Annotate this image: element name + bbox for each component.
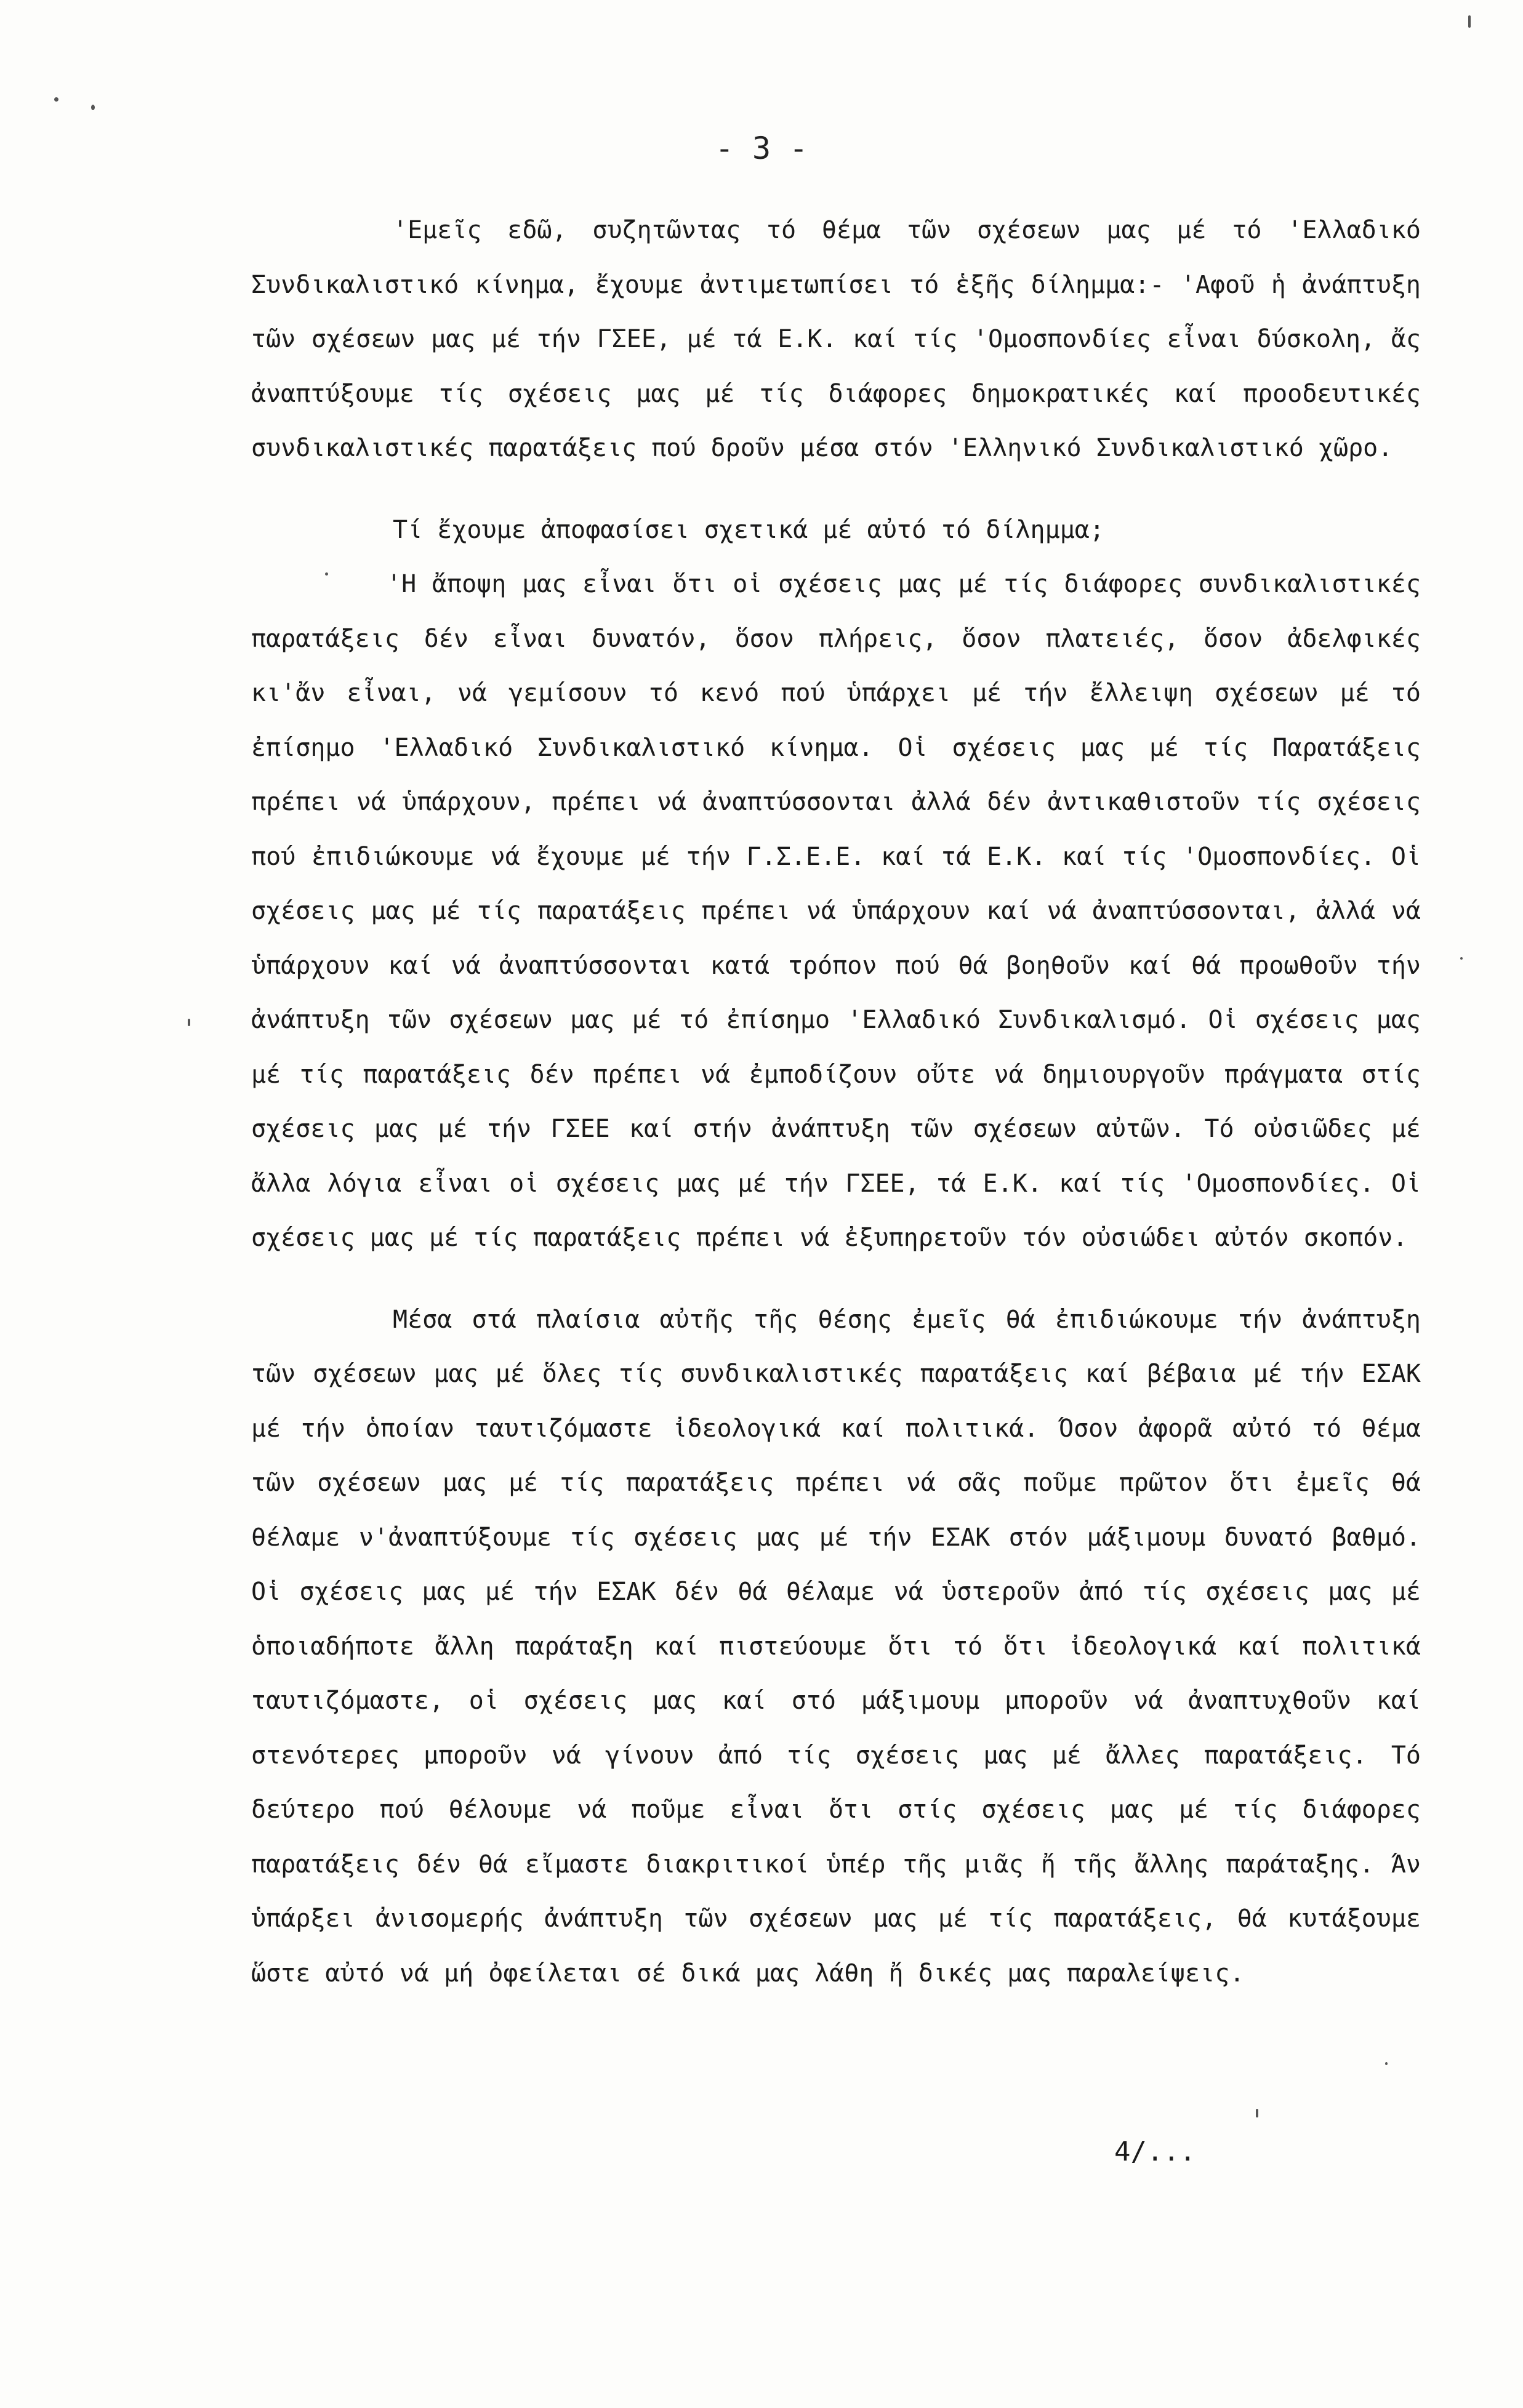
scan-speck xyxy=(188,1019,190,1026)
scan-speck xyxy=(1256,2109,1258,2117)
scan-speck xyxy=(325,572,328,576)
paragraph-3: 'Η ἄποψη μας εἶναι ὅτι οἱ σχέσεις μας μέ τίς διάφορες συνδικαλιστικές παρατάξεις δέν εἶναι δυνατόν, ὅσον πλήρεις, ὅσον πλατειές, ὅσον ἀδελφικές κι'ἄν εἶναι, νά γεμίσουν τό κενό πού ὑπάρχει μέ τήν ἔλλειψη σχέσεων μέ τό ἐπίσημο 'Ελλαδικό Συνδικαλιστικό κίνημα. Οἱ σχέσεις μας μέ τίς Παρατάξεις πρέπει νά ὑπάρχουν, πρέπει νά ἀναπτύσσονται ἀλλά δέν ἀντικαθιστοῦν τίς σχέσεις πού ἐπιδιώκουμε νά ἔχουμε μέ τήν Γ.Σ.Ε.Ε. καί τά Ε.Κ. καί τίς 'Ομοσπονδίες. Οἱ σχέσεις μας μέ τίς παρατάξεις πρέπει νά ὑπάρχουν καί νά ἀναπτύσσονται, ἀλλά νά ὑπάρχουν καί νά ἀναπτύσσονται κατά τρόπον πού θά βοηθοῦν καί θά προωθοῦν τήν ἀνάπτυξη τῶν σχέσεων μας μέ τό ἐπίσημο 'Ελλαδικό Συνδικαλισμό. Οἱ σχέσεις μας μέ τίς παρατάξεις δέν πρέπει νά ἐμποδίζουν οὔτε νά δημιουργοῦν πράγματα στίς σχέσεις μας μέ τήν ΓΣΕΕ καί στήν ἀνάπτυξη τῶν σχέσεων αὐτῶν. Τό οὐσιῶδες μέ ἄλλα λόγια εἶναι οἱ σχέσεις μας μέ τήν ΓΣΕΕ, τά Ε.Κ. καί τίς 'Ομοσπονδίες. Οἱ σχέσεις μας μέ τίς παρατάξεις πρέπει νά ἐξυπηρετοῦν τόν οὐσιώδει αὐτόν σκοπόν. xyxy=(251,570,1421,1252)
paragraph-2: Τί ἔχουμε ἀποφασίσει σχετικά μέ αὐτό τό δίλημμα; xyxy=(393,515,1104,544)
scan-speck xyxy=(91,105,95,110)
scan-speck xyxy=(1468,15,1471,28)
paragraph-4: Μέσα στά πλαίσια αὐτῆς τῆς θέσης ἐμεῖς θά ἐπιδιώκουμε τήν ἀνάπτυξη τῶν σχέσεων μας μέ ὅλες τίς συνδικαλιστικές παρατάξεις καί βέβαια μέ τήν ΕΣΑΚ μέ τήν ὁποίαν ταυτιζόμαστε ἰδεολογικά καί πολιτικά. Όσον ἀφορᾶ αὐτό τό θέμα τῶν σχέσεων μας μέ τίς παρατάξεις πρέπει νά σᾶς ποῦμε πρῶτον ὅτι ἐμεῖς θά θέλαμε ν'ἀναπτύξουμε τίς σχέσεις μας μέ τήν ΕΣΑΚ στόν μάξιμουμ δυνατό βαθμό. Οἱ σχέσεις μας μέ τήν ΕΣΑΚ δέν θά θέλαμε νά ὑστεροῦν ἀπό τίς σχέσεις μας μέ ὁποιαδήποτε ἄλλη παράταξη καί πιστεύουμε ὅτι τό ὅτι ἰδεολογικά καί πολιτικά ταυτιζόμαστε, οἱ σχέσεις μας καί στό μάξιμουμ μποροῦν νά ἀναπτυχθοῦν καί στενότερες μποροῦν νά γίνουν ἀπό τίς σχέσεις μας μέ ἄλλες παρατάξεις. Τό δεύτερο πού θέλουμε νά ποῦμε εἶναι ὅτι στίς σχέσεις μας μέ τίς διάφορες παρατάξεις δέν θά εἴμαστε διακριτικοί ὑπέρ τῆς μιᾶς ἤ τῆς ἄλλης παράταξης. Άν ὑπάρξει ἀνισομερής ἀνάπτυξη τῶν σχέσεων μας μέ τίς παρατάξεις, θά κυτάξουμε ὥστε αὐτό νά μή ὀφείλεται σέ δικά μας λάθη ἤ δικές μας παραλείψεις. xyxy=(251,1305,1421,1988)
scan-speck xyxy=(1460,957,1463,960)
page-number: - 3 - xyxy=(715,130,808,166)
scan-speck xyxy=(54,97,58,102)
continuation-marker: 4/... xyxy=(1114,2136,1196,2167)
paragraph-1: 'Εμεῖς εδῶ, συζητῶντας τό θέμα τῶν σχέσεων μας μέ τό 'Ελλαδικό Συνδικαλιστικό κίνημα, ἔχουμε ἀντιμετωπίσει τό ἑξῆς δίλημμα:- 'Αφοῦ ἡ ἀνάπτυξη τῶν σχέσεων μας μέ τήν ΓΣΕΕ, μέ τά Ε.Κ. καί τίς 'Ομοσπονδίες εἶναι δύσκολη, ἄς ἀναπτύξουμε τίς σχέσεις μας μέ τίς διάφορες δημοκρατικές καί προοδευτικές συνδικαλιστικές παρατάξεις πού δροῦν μέσα στόν 'Ελληνικό Συνδικαλιστικό χῶρο. xyxy=(251,216,1421,462)
scan-speck xyxy=(1385,2062,1388,2065)
document-body xyxy=(251,203,1421,2001)
